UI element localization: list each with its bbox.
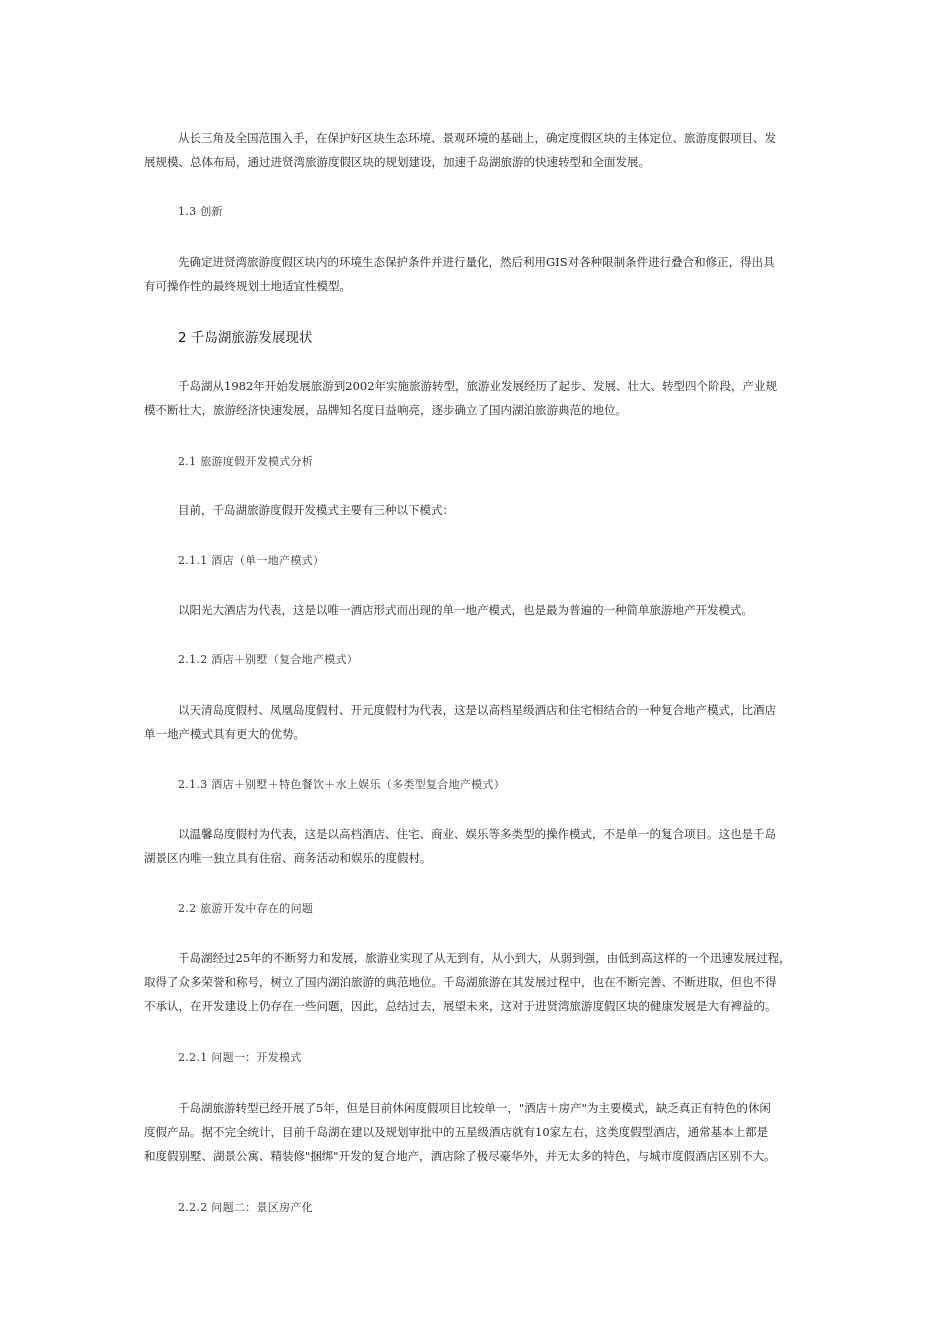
- paragraph-mode-2: [144, 698, 804, 746]
- paragraph-line: 千岛湖旅游转型已经开展了5年，但是目前休闲度假项目比较单一，"酒店＋房产"为主要模式，缺乏真正有特色的休闲: [178, 1101, 771, 1115]
- section-heading-2-1-1: 2.1.1 酒店（单一地产模式）: [178, 554, 325, 567]
- paragraph-innovation: [144, 250, 804, 298]
- paragraph-line: 展规模、总体布局，通过进贤湾旅游度假区块的规划建设，加速千岛湖旅游的快速转型和全面发展。: [144, 155, 650, 169]
- paragraph-line: 以阳光大酒店为代表，这是以唯一酒店形式而出现的单一地产模式，也是最为普遍的一种简单旅游地产开发模式。: [178, 603, 753, 617]
- paragraph-mode-1: [144, 598, 804, 622]
- paragraph-line: 度假产品。据不完全统计，目前千岛湖在建以及规划审批中的五星级酒店就有10家左右，这类度假型酒店，通常基本上都是: [144, 1125, 769, 1139]
- paragraph-problem-1: [144, 1096, 804, 1168]
- paragraph-problems-intro: [144, 946, 804, 1018]
- paragraph-development-history: [144, 374, 804, 422]
- section-heading-2: 2 千岛湖旅游发展现状: [178, 330, 313, 346]
- paragraph-line: 以天清岛度假村、凤凰岛度假村、开元度假村为代表，这是以高档星级酒店和住宅相结合的一种复合地产模式，比酒店: [178, 703, 776, 717]
- paragraph-line: 千岛湖经过25年的不断努力和发展，旅游业实现了从无到有，从小到大，从弱到强，由低到高这样的一个迅速发展过程，: [178, 951, 791, 965]
- paragraph-mode-3: [144, 822, 804, 870]
- paragraph-line: 模不断壮大，旅游经济快速发展，品牌知名度日益响亮，逐步确立了国内湖泊旅游典范的地位。: [144, 403, 627, 417]
- section-heading-2-1-2: 2.1.2 酒店＋别墅（复合地产模式）: [178, 653, 359, 666]
- paragraph-line: 湖景区内唯一独立具有住宿、商务活动和娱乐的度假村。: [144, 851, 432, 865]
- paragraph-line: 从长三角及全国范围入手，在保护好区块生态环境、景观环境的基础上，确定度假区块的主体定位、旅游度假项目、发: [178, 131, 776, 145]
- paragraph-line: 千岛湖从1982年开始发展旅游到2002年实施旅游转型，旅游业发展经历了起步、发展、壮大、转型四个阶段，产业规: [178, 379, 778, 393]
- section-heading-2-2: 2.2 旅游开发中存在的问题: [178, 902, 314, 915]
- paragraph-line: 先确定进贤湾旅游度假区块内的环境生态保护条件并进行量化，然后利用GIS对各种限制条件进行叠合和修正，得出具: [178, 255, 775, 269]
- paragraph-line: 目前，千岛湖旅游度假开发模式主要有三种以下模式：: [178, 503, 454, 517]
- section-heading-2-1-3: 2.1.3 酒店＋别墅＋特色餐饮＋水上娱乐（多类型复合地产模式）: [178, 778, 506, 791]
- paragraph-line: 以温馨岛度假村为代表，这是以高档酒店、住宅、商业、娱乐等多类型的操作模式，不是单一的复合项目。这也是千岛: [178, 827, 776, 841]
- paragraph-modes-intro: [144, 498, 804, 522]
- paragraph-line: 单一地产模式具有更大的优势。: [144, 727, 305, 741]
- section-heading-2-1: 2.1 旅游度假开发模式分析: [178, 455, 314, 468]
- section-heading-1-3: 1.3 创新: [178, 205, 223, 218]
- paragraph-line: 有可操作性的最终规划土地适宜性模型。: [144, 279, 351, 293]
- paragraph-intro: [144, 126, 804, 174]
- paragraph-line: 和度假别墅、湖景公寓、精装修"捆绑"开发的复合地产，酒店除了极尽豪华外，并无太多的特色，与城市度假酒店区别不大。: [144, 1149, 776, 1163]
- section-heading-2-2-2: 2.2.2 问题二：景区房产化: [178, 1201, 313, 1214]
- paragraph-line: 取得了众多荣誉和称号，树立了国内湖泊旅游的典范地位。千岛湖旅游在其发展过程中，也在不断完善、不断进取，但也不得: [144, 975, 777, 989]
- paragraph-line: 不承认，在开发建设上仍存在一些问题，因此，总结过去，展望未来，这对于进贤湾旅游度假区块的健康发展是大有裨益的。: [144, 999, 777, 1013]
- section-heading-2-2-1: 2.2.1 问题一：开发模式: [178, 1051, 302, 1064]
